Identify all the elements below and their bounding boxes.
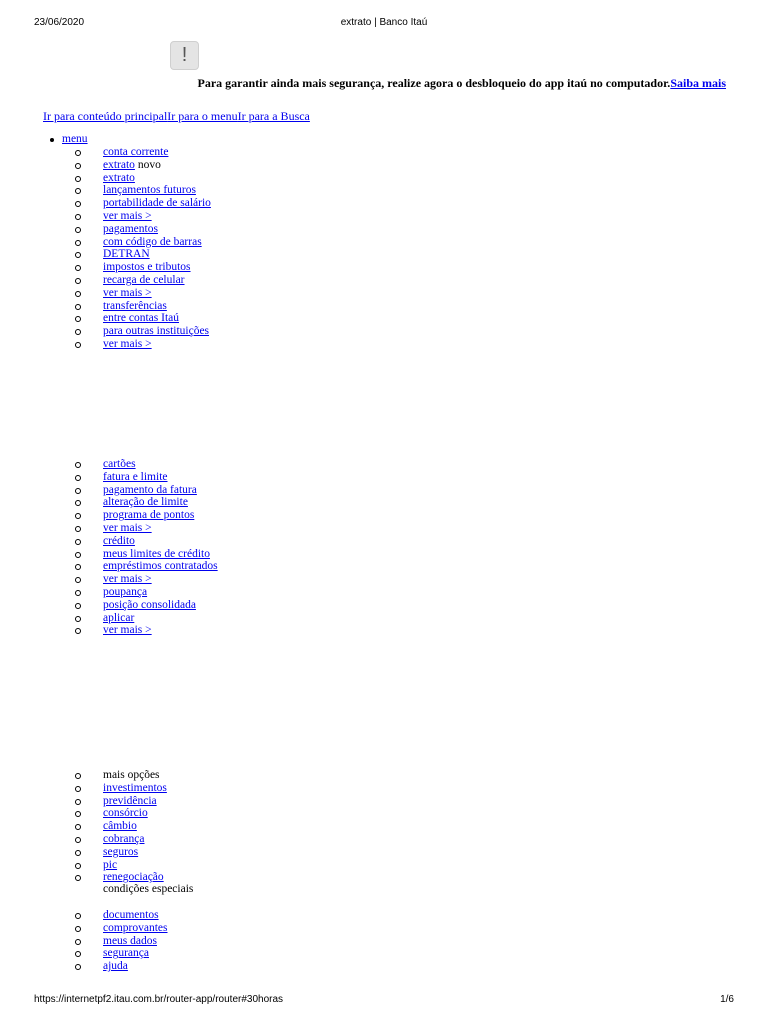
circle-bullet	[75, 539, 81, 545]
menu-item[interactable]	[88, 223, 211, 236]
menu-item[interactable]	[88, 947, 168, 960]
menu-item-link[interactable]: comprovantes	[103, 921, 168, 934]
circle-bullet	[75, 201, 81, 207]
circle-bullet	[75, 513, 81, 519]
menu-item-link[interactable]: documentos	[103, 909, 159, 921]
menu-item[interactable]	[88, 210, 211, 223]
menu-item-link[interactable]: segurança	[103, 947, 149, 960]
print-page-number: 1/6	[720, 994, 734, 1005]
circle-bullet	[75, 304, 81, 310]
circle-bullet	[75, 824, 81, 830]
menu-item[interactable]	[88, 807, 167, 820]
menu-item[interactable]	[88, 909, 168, 922]
menu-item-link[interactable]: poupança	[103, 585, 148, 598]
menu-item[interactable]	[88, 248, 211, 261]
menu-item-link[interactable]: para outras instituições	[103, 325, 210, 338]
circle-bullet	[75, 939, 81, 945]
circle-bullet	[75, 278, 81, 284]
circle-bullet	[75, 926, 81, 932]
menu-item[interactable]	[88, 833, 167, 846]
menu-item[interactable]	[88, 795, 167, 808]
menu-item-link[interactable]: ver mais >	[103, 337, 152, 350]
circle-bullet	[75, 214, 81, 220]
circle-bullet	[75, 488, 81, 494]
circle-bullet	[75, 500, 81, 506]
circle-bullet	[75, 475, 81, 481]
menu-item[interactable]	[88, 782, 167, 795]
menu-group-account-settings	[88, 909, 168, 973]
menu-item[interactable]	[88, 960, 168, 973]
circle-bullet	[75, 526, 81, 532]
menu-item[interactable]	[88, 325, 211, 338]
menu-item-link[interactable]: ajuda	[103, 960, 128, 973]
circle-bullet	[75, 564, 81, 570]
print-date: 23/06/2020	[34, 17, 85, 28]
menu-item[interactable]	[88, 197, 211, 210]
menu-item-link[interactable]: ver mais >	[103, 209, 152, 222]
menu-item-link[interactable]: ver mais >	[103, 573, 152, 586]
circle-bullet	[75, 913, 81, 919]
menu-item[interactable]	[88, 471, 218, 484]
circle-bullet	[75, 863, 81, 869]
menu-item[interactable]	[88, 287, 211, 300]
circle-bullet	[75, 240, 81, 246]
menu-item[interactable]	[88, 548, 218, 561]
menu-item[interactable]	[88, 560, 218, 573]
menu-item-link[interactable]: aplicar	[103, 611, 135, 624]
menu-item-link[interactable]: impostos e tributos	[103, 261, 191, 274]
skip-to-search-link[interactable]: Ir para a Busca	[237, 109, 310, 123]
print-page-title: extrato | Banco Itaú	[340, 17, 428, 28]
menu-item-link[interactable]: investimentos	[103, 781, 167, 794]
menu-item[interactable]	[88, 624, 218, 637]
menu-item[interactable]	[88, 312, 211, 325]
banner-text: Para garantir ainda mais segurança, realize agora o desbloqueio do app itaú no computador.	[197, 76, 671, 90]
main-menu	[62, 133, 88, 145]
circle-bullet	[75, 964, 81, 970]
menu-item[interactable]	[88, 573, 218, 586]
menu-item[interactable]	[88, 496, 218, 509]
circle-bullet	[75, 628, 81, 634]
circle-bullet	[75, 150, 81, 156]
menu-item[interactable]	[88, 338, 211, 351]
menu-item-link[interactable]: empréstimos contratados	[103, 560, 218, 573]
menu-item[interactable]	[88, 820, 167, 833]
print-header	[0, 17, 768, 31]
menu-group-cards	[88, 458, 218, 637]
circle-bullet	[75, 462, 81, 468]
menu-link[interactable]: menu	[62, 133, 88, 145]
menu-item-link[interactable]: consórcio	[103, 807, 148, 820]
new-badge-text: novo	[134, 158, 161, 171]
circle-bullet	[75, 163, 81, 169]
menu-item[interactable]	[88, 612, 218, 625]
special-conditions-label: condições especiais	[103, 883, 194, 895]
menu-item-link[interactable]: meus limites de crédito	[103, 547, 210, 560]
menu-item-link[interactable]: renegociação	[103, 871, 164, 884]
circle-bullet	[75, 590, 81, 596]
menu-item-link[interactable]: pagamentos	[103, 222, 158, 235]
menu-item-link[interactable]: ver mais >	[103, 521, 152, 534]
circle-bullet	[75, 329, 81, 335]
menu-item-link[interactable]: cobrança	[103, 832, 145, 845]
menu-item-link[interactable]: lançamentos futuros	[103, 184, 196, 197]
menu-item-link[interactable]: portabilidade de salário	[103, 197, 211, 210]
menu-item[interactable]	[88, 300, 211, 313]
circle-bullet	[75, 786, 81, 792]
menu-item-link[interactable]: ver mais >	[103, 286, 152, 299]
skip-to-main-link[interactable]: Ir para conteúdo principal	[43, 109, 168, 123]
menu-item[interactable]	[88, 261, 211, 274]
menu-item-link[interactable]: câmbio	[103, 820, 137, 833]
menu-item-label: mais opções	[103, 769, 160, 781]
circle-bullet	[75, 227, 81, 233]
menu-item-link[interactable]: meus dados	[103, 934, 157, 947]
menu-group-accounts	[88, 146, 211, 351]
skip-links	[43, 109, 310, 124]
menu-item-link[interactable]: posição consolidada	[103, 598, 196, 611]
menu-item-link[interactable]: recarga de celular	[103, 273, 185, 286]
exclamation-icon: !	[170, 41, 199, 70]
menu-group-more-options	[88, 769, 167, 884]
menu-item[interactable]	[88, 859, 167, 872]
menu-item[interactable]	[88, 935, 168, 948]
menu-item	[88, 769, 167, 782]
menu-item-link[interactable]: fatura e limite	[103, 470, 168, 483]
menu-item-link[interactable]: programa de pontos	[103, 509, 195, 522]
menu-item-link[interactable]: entre contas Itaú	[103, 312, 179, 325]
menu-item[interactable]	[88, 586, 218, 599]
menu-item[interactable]	[88, 846, 167, 859]
circle-bullet	[75, 951, 81, 957]
circle-bullet	[75, 811, 81, 817]
menu-item[interactable]	[88, 458, 218, 471]
menu-item[interactable]	[88, 484, 218, 497]
menu-item-link[interactable]: extrato	[103, 158, 135, 171]
circle-bullet	[75, 875, 81, 881]
menu-item-link[interactable]: cartões	[103, 458, 136, 470]
menu-item[interactable]	[88, 159, 211, 172]
print-url: https://internetpf2.itau.com.br/router-app/router#30horas	[34, 994, 284, 1005]
menu-root-item	[62, 133, 88, 145]
circle-bullet	[75, 837, 81, 843]
menu-item-link[interactable]: transferências	[103, 299, 167, 312]
menu-item[interactable]	[88, 522, 218, 535]
circle-bullet	[75, 188, 81, 194]
circle-bullet	[75, 577, 81, 583]
circle-bullet	[75, 552, 81, 558]
menu-item[interactable]	[88, 146, 211, 159]
menu-item[interactable]	[88, 172, 211, 185]
menu-item-link[interactable]: extrato	[103, 171, 135, 184]
circle-bullet	[75, 799, 81, 805]
circle-bullet	[75, 616, 81, 622]
menu-item-link[interactable]: pic	[103, 858, 118, 871]
menu-item-link[interactable]: seguros	[103, 845, 139, 858]
security-banner	[0, 76, 726, 91]
circle-bullet	[75, 773, 81, 779]
menu-item[interactable]	[88, 535, 218, 548]
circle-bullet	[75, 316, 81, 322]
menu-item[interactable]	[88, 599, 218, 612]
menu-item-link[interactable]: previdência	[103, 794, 157, 807]
circle-bullet	[75, 850, 81, 856]
circle-bullet	[75, 291, 81, 297]
menu-item-link[interactable]: ver mais >	[103, 624, 152, 637]
menu-item-link[interactable]: alteração de limite	[103, 496, 188, 509]
menu-item-link[interactable]: crédito	[103, 534, 135, 547]
menu-item[interactable]	[88, 922, 168, 935]
menu-item-link[interactable]: pagamento da fatura	[103, 483, 197, 496]
menu-item-link[interactable]: DETRAN	[103, 248, 150, 261]
menu-item-link[interactable]: com código de barras	[103, 235, 202, 248]
menu-item[interactable]	[88, 509, 218, 522]
print-footer	[0, 994, 768, 1008]
circle-bullet	[75, 176, 81, 182]
menu-item[interactable]	[88, 236, 211, 249]
circle-bullet	[75, 342, 81, 348]
bullet	[50, 138, 54, 142]
menu-item-link[interactable]: conta corrente	[103, 146, 169, 158]
menu-item[interactable]	[88, 184, 211, 197]
menu-item[interactable]	[88, 274, 211, 287]
circle-bullet	[75, 252, 81, 258]
circle-bullet	[75, 265, 81, 271]
skip-to-menu-link[interactable]: Ir para o menu	[167, 109, 238, 123]
learn-more-link[interactable]: Saiba mais	[670, 76, 726, 90]
circle-bullet	[75, 603, 81, 609]
